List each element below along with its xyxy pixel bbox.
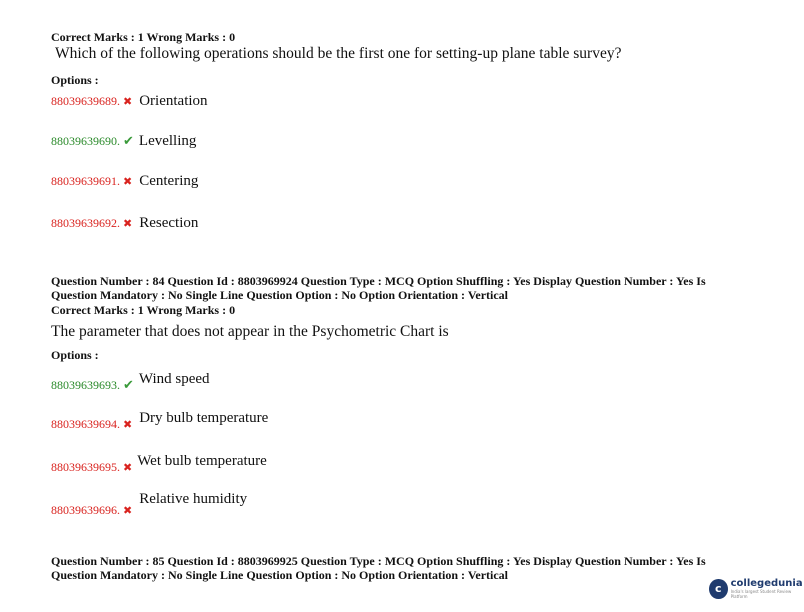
- option-id: 88039639696.: [51, 503, 120, 517]
- logo-tagline: India's largest Student Review Platform: [730, 589, 792, 599]
- option-id: 88039639690.: [51, 134, 120, 148]
- cross-icon: ✖: [123, 419, 133, 431]
- option-row: [51, 214, 198, 232]
- option-id: 88039639692.: [51, 216, 120, 230]
- question-text: Which of the following operations should be the first one for setting-up plane table survey?: [55, 45, 622, 62]
- cross-icon: ✖: [123, 505, 133, 517]
- check-icon: ✔: [123, 133, 134, 148]
- question-meta-line2: Question Mandatory : No Single Line Question Option : No Option Orientation : Vertical: [51, 288, 509, 302]
- cross-icon: ✖: [123, 218, 133, 230]
- logo-name: collegedunia: [730, 578, 803, 589]
- marks-line: Correct Marks : 1 Wrong Marks : 0: [51, 303, 236, 317]
- option-text: Wet bulb temperature: [137, 453, 267, 469]
- option-row: [51, 132, 196, 150]
- option-row: [51, 92, 208, 110]
- option-row: [51, 490, 248, 517]
- option-id: 88039639689.: [51, 94, 120, 108]
- options-label: Options :: [51, 348, 99, 362]
- check-icon: ✔: [123, 377, 134, 392]
- option-row: [51, 452, 267, 474]
- logo-mascot-icon: c: [709, 579, 728, 599]
- marks-line: Correct Marks : 1 Wrong Marks : 0: [51, 30, 236, 44]
- question-meta-line1: Question Number : 85 Question Id : 8803969925 Question Type : MCQ Option Shuffling : Yes Display Question Number : Yes Is: [51, 554, 706, 568]
- option-text: Centering: [139, 173, 199, 189]
- option-text: Wind speed: [138, 371, 210, 387]
- option-text: Levelling: [138, 133, 197, 149]
- option-row: [51, 409, 269, 431]
- option-id: 88039639691.: [51, 174, 120, 188]
- question-text: The parameter that does not appear in the Psychometric Chart is: [51, 323, 449, 340]
- option-text: Orientation: [139, 93, 208, 109]
- option-id: 88039639693.: [51, 378, 120, 392]
- options-label: Options :: [51, 73, 99, 87]
- cross-icon: ✖: [123, 462, 133, 474]
- cross-icon: ✖: [123, 96, 133, 108]
- cross-icon: ✖: [123, 176, 133, 188]
- option-id: 88039639695.: [51, 460, 120, 474]
- option-text: Resection: [139, 215, 199, 231]
- option-id: 88039639694.: [51, 417, 120, 431]
- option-row: [51, 370, 210, 392]
- option-row: [51, 172, 198, 190]
- question-meta-line1: Question Number : 84 Question Id : 8803969924 Question Type : MCQ Option Shuffling : Yes Display Question Number : Yes Is: [51, 274, 706, 288]
- collegedunia-logo: [709, 578, 804, 599]
- option-text: Dry bulb temperature: [139, 410, 269, 426]
- option-text: Relative humidity: [139, 491, 248, 507]
- question-meta-line2: Question Mandatory : No Single Line Question Option : No Option Orientation : Vertical: [51, 568, 509, 582]
